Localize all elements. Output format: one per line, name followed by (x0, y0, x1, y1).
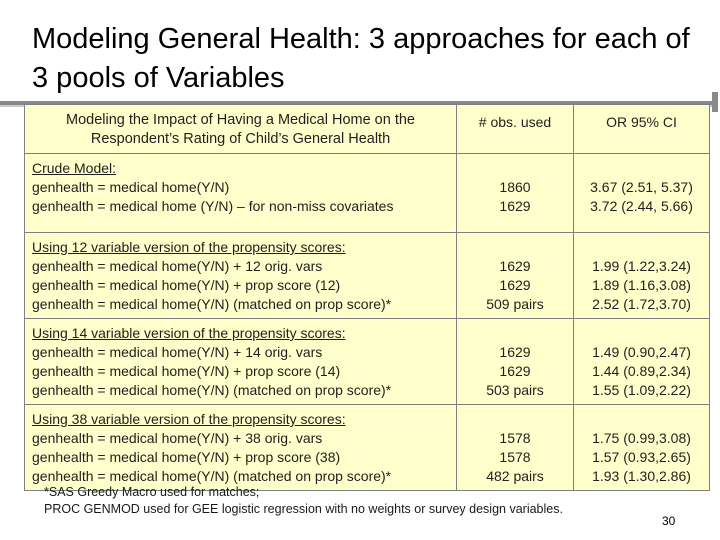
model-line: genhealth = medical home (Y/N) – for non-miss covariates (32, 198, 394, 214)
footnote-line: PROC GENMOD used for GEE logistic regression with no weights or survey design variables. (44, 502, 563, 516)
slide-number: 30 (662, 514, 676, 528)
ci-value: 3.72 (2.44, 5.66) (590, 198, 693, 214)
header-obs: # obs. used (457, 105, 574, 154)
ci-value: 1.49 (0.90,2.47) (592, 344, 691, 360)
title-divider-cap (712, 92, 718, 112)
obs-value: 482 pairs (486, 468, 544, 484)
table-row-14var (25, 319, 710, 405)
table-row-12var (25, 233, 710, 319)
ci-cell (574, 319, 710, 405)
obs-value: 1629 (499, 198, 531, 214)
section-heading: Using 12 variable version of the propensity scores: (32, 239, 346, 255)
header-model: Modeling the Impact of Having a Medical Home on the Respondent’s Rating of Child’s General Health (25, 105, 457, 154)
ci-cell (574, 405, 710, 491)
model-line: genhealth = medical home(Y/N) (matched on prop score)* (32, 296, 392, 312)
model-line: genhealth = medical home(Y/N) (matched on prop score)* (32, 468, 392, 484)
model-cell (25, 319, 457, 405)
ci-value: 1.93 (1.30,2.86) (592, 468, 691, 484)
section-heading: Using 14 variable version of the propensity scores: (32, 325, 346, 341)
obs-value: 509 pairs (486, 296, 544, 312)
obs-value: 1629 (499, 258, 531, 274)
model-line: genhealth = medical home(Y/N) + 12 orig. vars (32, 258, 323, 274)
model-line: genhealth = medical home(Y/N) + prop score (14) (32, 363, 341, 379)
ci-cell (574, 233, 710, 319)
obs-cell (457, 405, 574, 491)
model-line: genhealth = medical home(Y/N) + 14 orig. vars (32, 344, 323, 360)
model-line: genhealth = medical home(Y/N) (32, 179, 230, 195)
ci-value: 2.52 (1.72,3.70) (592, 296, 691, 312)
ci-value: 1.89 (1.16,3.08) (592, 277, 691, 293)
results-table (24, 104, 710, 491)
section-heading: Crude Model: (32, 160, 117, 176)
model-line: genhealth = medical home(Y/N) + prop score (38) (32, 449, 341, 465)
footnote-line: *SAS Greedy Macro used for matches; (44, 485, 260, 499)
model-line: genhealth = medical home(Y/N) + prop score (12) (32, 277, 341, 293)
footnote (44, 484, 664, 518)
table-row-38var (25, 405, 710, 491)
ci-value: 1.55 (1.09,2.22) (592, 382, 691, 398)
model-line: genhealth = medical home(Y/N) (matched on prop score)* (32, 382, 392, 398)
slide-title: Modeling General Health: 3 approaches for each of 3 pools of Variables (32, 23, 690, 94)
obs-cell (457, 319, 574, 405)
obs-cell (457, 233, 574, 319)
obs-cell (457, 154, 574, 233)
model-line: genhealth = medical home(Y/N) + 38 orig. vars (32, 430, 323, 446)
ci-value: 1.44 (0.89,2.34) (592, 363, 691, 379)
ci-value: 1.99 (1.22,3.24) (592, 258, 691, 274)
model-cell (25, 154, 457, 233)
ci-value: 1.57 (0.93,2.65) (592, 449, 691, 465)
obs-value: 503 pairs (486, 382, 544, 398)
obs-value: 1578 (499, 430, 531, 446)
model-cell (25, 233, 457, 319)
table-header-row (25, 105, 710, 154)
obs-value: 1629 (499, 277, 531, 293)
ci-value: 3.67 (2.51, 5.37) (590, 179, 693, 195)
ci-cell (574, 154, 710, 233)
section-heading: Using 38 variable version of the propensity scores: (32, 411, 346, 427)
header-ci: OR 95% CI (574, 105, 710, 154)
obs-value: 1860 (499, 179, 531, 195)
obs-value: 1629 (499, 344, 531, 360)
obs-value: 1629 (499, 363, 531, 379)
table-row-crude (25, 154, 710, 233)
ci-value: 1.75 (0.99,3.08) (592, 430, 691, 446)
model-cell (25, 405, 457, 491)
obs-value: 1578 (499, 449, 531, 465)
